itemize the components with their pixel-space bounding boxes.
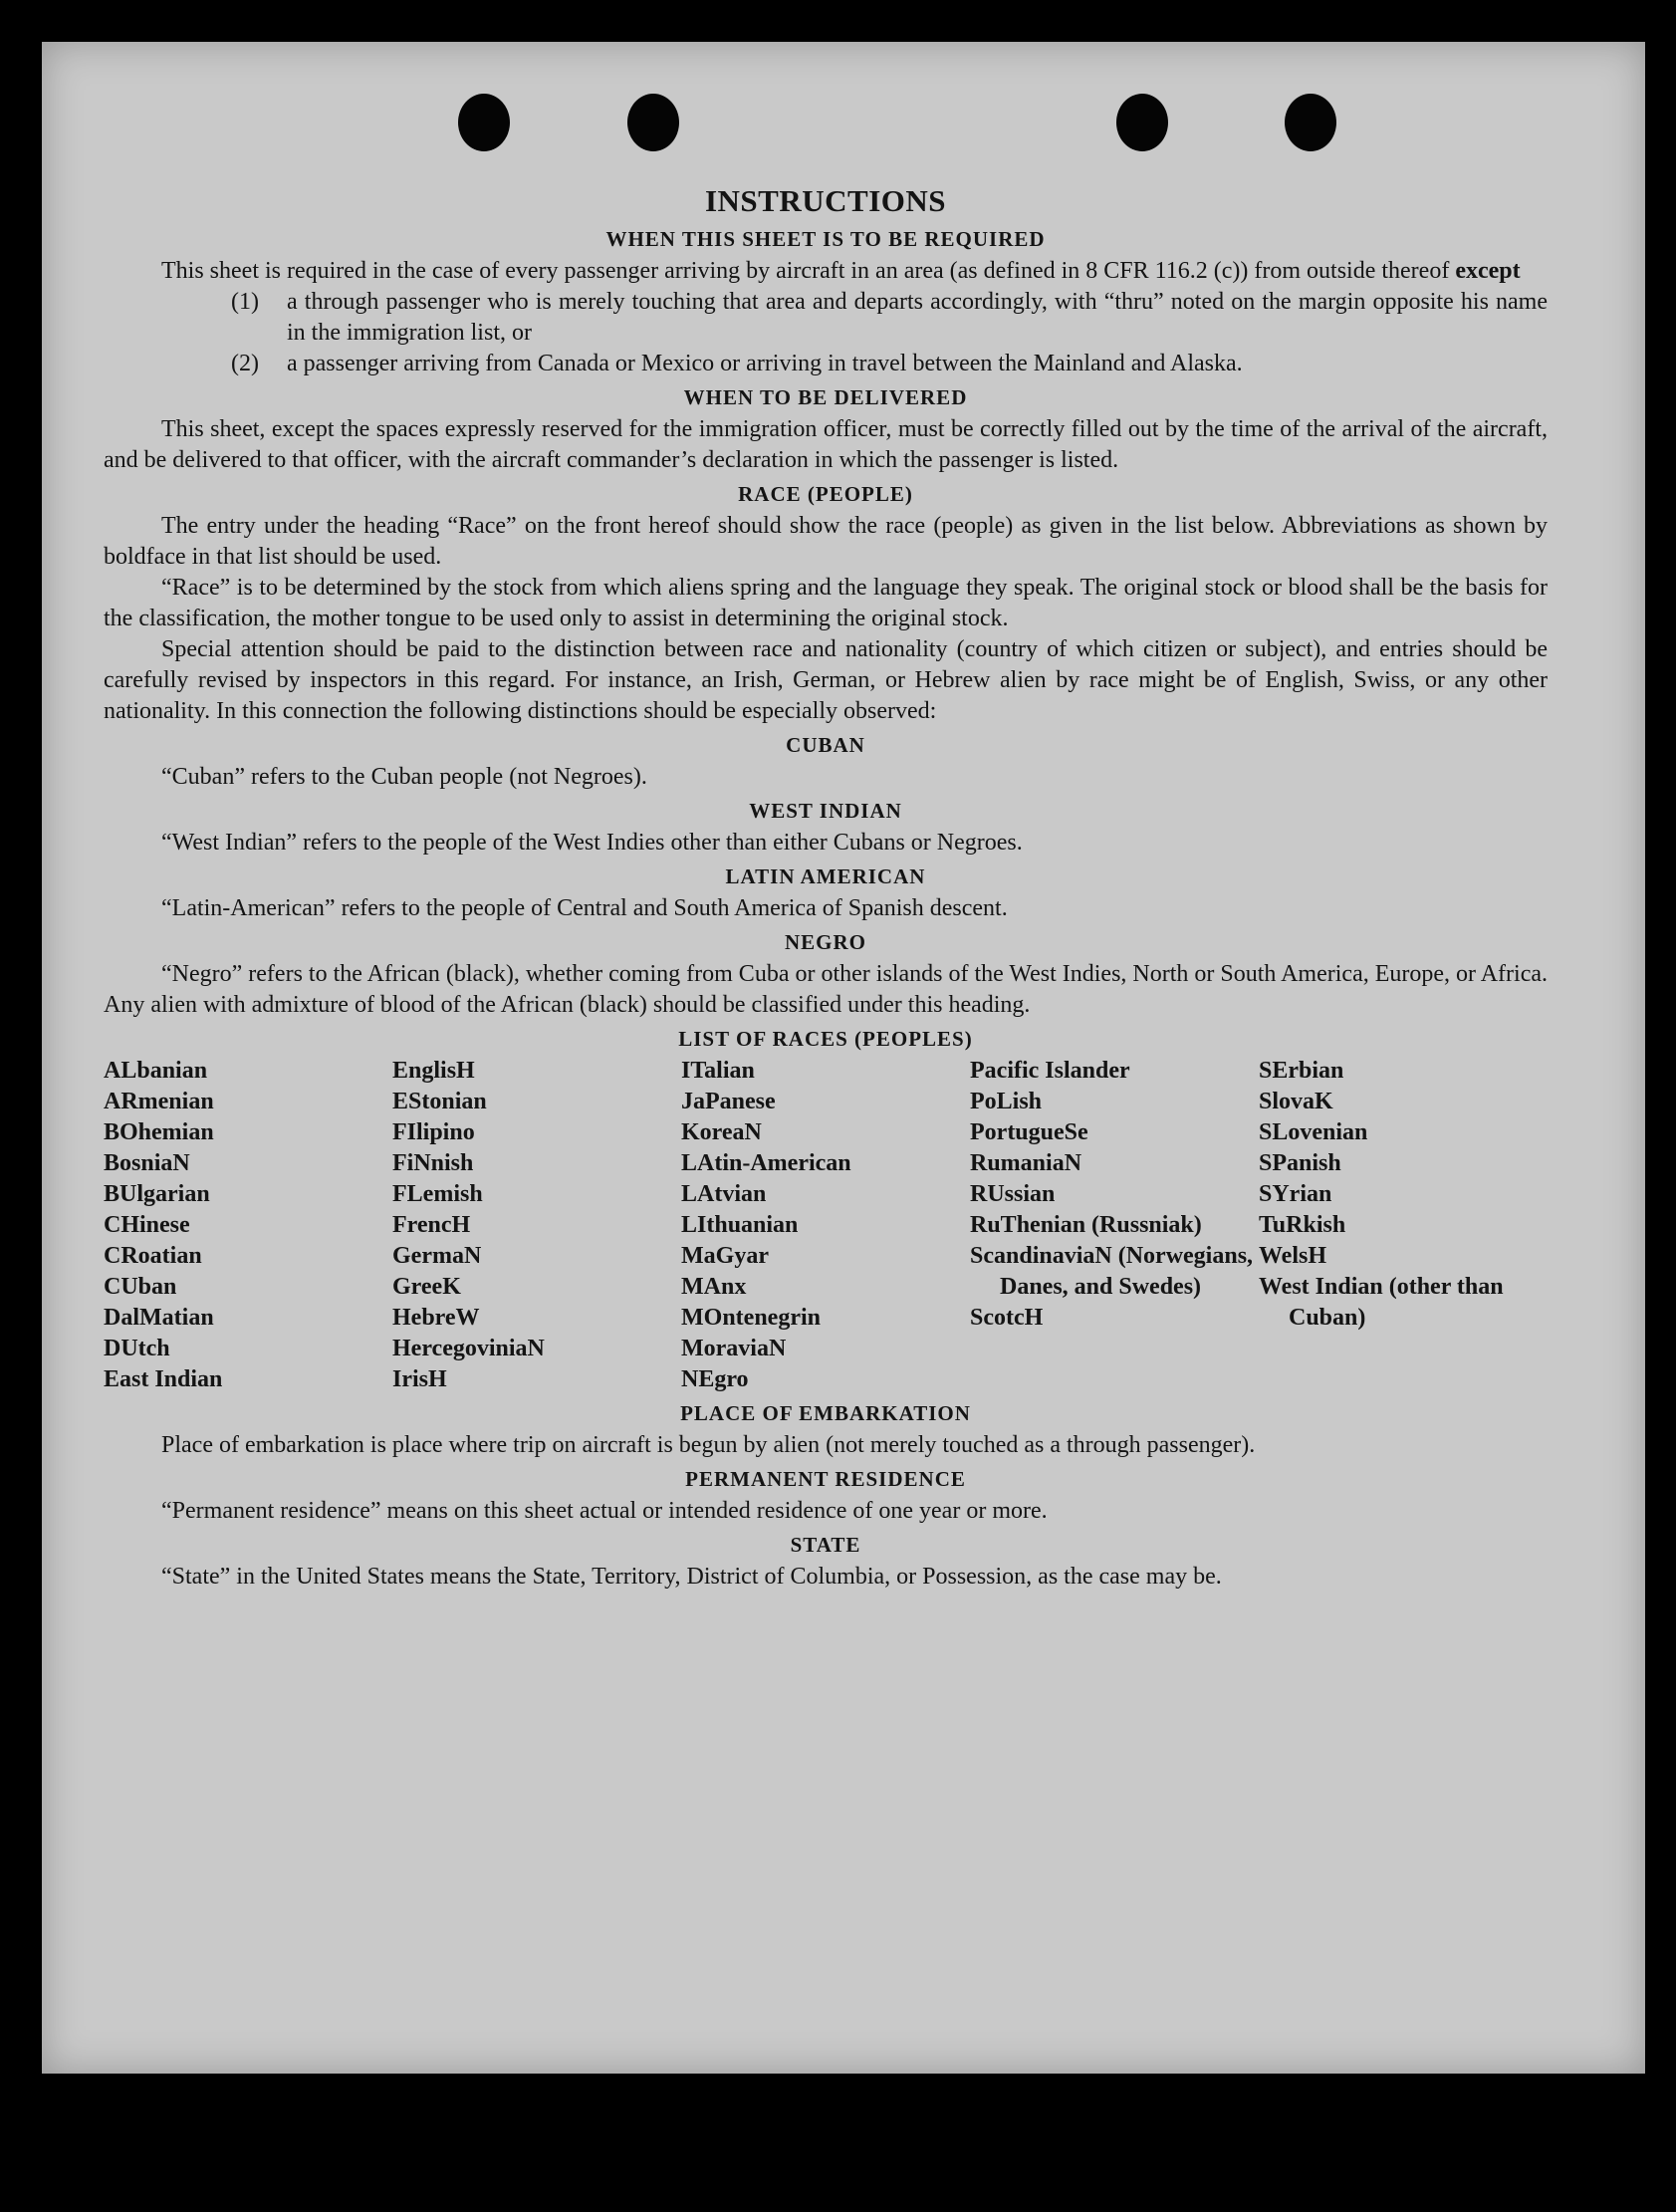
exception-text: a passenger arriving from Canada or Mexico or arriving in travel between the Mainland and Alaska.	[287, 351, 1243, 376]
race-entry: MAnx	[681, 1274, 747, 1300]
race-entry: LAtin-American	[681, 1150, 851, 1176]
race-entry: TuRkish	[1259, 1212, 1346, 1238]
race-entry: HebreW	[392, 1305, 480, 1331]
race-entry: Pacific Islander	[970, 1058, 1130, 1084]
race-entry: IrisH	[392, 1366, 447, 1392]
section-heading-when-required: WHEN THIS SHEET IS TO BE REQUIRED	[605, 227, 1046, 251]
section-heading-permanent-residence: PERMANENT RESIDENCE	[685, 1467, 966, 1491]
section-heading-state: STATE	[790, 1533, 861, 1557]
race-entry: MOntenegrin	[681, 1305, 821, 1331]
race-paragraph: “Race” is to be determined by the stock from which aliens spring and the language they speak. The original stock or blood shall be the basis for the classification, the mother tongue to be used only to assist in determining the original stock.	[104, 575, 1548, 631]
cuban-text: “Cuban” refers to the Cuban people (not Negroes).	[161, 764, 647, 790]
punch-hole	[458, 94, 510, 151]
race-entry: FLemish	[392, 1181, 483, 1207]
document-page	[42, 42, 1645, 2074]
race-entry: JaPanese	[681, 1089, 776, 1114]
race-entry: HercegoviniaN	[392, 1336, 545, 1361]
state-text: “State” in the United States means the State, Territory, District of Columbia, or Possession, as the case may be.	[161, 1564, 1222, 1590]
except-emphasis: except	[1455, 258, 1521, 284]
punch-hole	[1116, 94, 1168, 151]
section-heading-west-indian: WEST INDIAN	[749, 799, 902, 823]
race-entry: DalMatian	[104, 1305, 214, 1331]
race-entry: SlovaK	[1259, 1089, 1333, 1114]
section-heading-list-of-races: LIST OF RACES (PEOPLES)	[678, 1027, 973, 1051]
race-entry: SErbian	[1259, 1058, 1344, 1084]
section-heading-when-delivered: WHEN TO BE DELIVERED	[683, 385, 968, 409]
race-column	[104, 1056, 392, 1395]
negro-text: “Negro” refers to the African (black), whether coming from Cuba or other islands of the West Indies, North or South America, Europe, or Africa. Any alien with admixture of blood of the African (black) should be classified under this heading.	[104, 961, 1548, 1018]
race-entry: NEgro	[681, 1366, 749, 1392]
race-entry: CRoatian	[104, 1243, 202, 1269]
race-entry: SYrian	[1259, 1181, 1332, 1207]
instructions-content	[104, 183, 1548, 1593]
when-delivered-text: This sheet, except the spaces expressly reserved for the immigration officer, must be correctly filled out by the time of the arrival of the aircraft, and be delivered to that officer, with the aircraft commander’s declaration in which the passenger is listed.	[104, 416, 1548, 473]
page-title: INSTRUCTIONS	[704, 183, 946, 218]
race-entry: BUlgarian	[104, 1181, 210, 1207]
race-paragraph: Special attention should be paid to the distinction between race and nationality (country of which citizen or subject), and entries should be carefully revised by inspectors in this regard. For instance, an Irish, German, or Hebrew alien by race might be of English, Swiss, or any other nationality. In this connection the following distinctions should be especially observed:	[104, 636, 1548, 724]
race-entry: EStonian	[392, 1089, 487, 1114]
race-entry: KoreaN	[681, 1119, 762, 1145]
race-entry: ScandinaviaN (Norwegians, Danes, and Swedes)	[970, 1243, 1254, 1300]
race-entry: GermaN	[392, 1243, 482, 1269]
race-entry: LIthuanian	[681, 1212, 799, 1238]
embarkation-text: Place of embarkation is place where trip on aircraft is begun by alien (not merely touched as a through passenger).	[161, 1432, 1256, 1458]
race-entry: SPanish	[1259, 1150, 1341, 1176]
race-entry: LAtvian	[681, 1181, 767, 1207]
race-column	[681, 1056, 970, 1395]
race-entry: East Indian	[104, 1366, 223, 1392]
race-entry: FiNnish	[392, 1150, 474, 1176]
section-heading-embarkation: PLACE OF EMBARKATION	[680, 1401, 971, 1425]
race-entry: RuThenian (Russniak)	[970, 1212, 1202, 1238]
permanent-residence-text: “Permanent residence” means on this sheet actual or intended residence of one year or more.	[161, 1498, 1048, 1524]
latin-american-text: “Latin-American” refers to the people of Central and South America of Spanish descent.	[161, 895, 1008, 921]
race-entry: ALbanian	[104, 1058, 208, 1084]
race-entry: PoLish	[970, 1089, 1043, 1114]
race-paragraph: The entry under the heading “Race” on the front hereof should show the race (people) as given in the list below. Abbreviations as shown by boldface in that list should be used.	[104, 513, 1548, 570]
race-entry: MoraviaN	[681, 1336, 787, 1361]
race-entry: PortugueSe	[970, 1119, 1088, 1145]
section-heading-negro: NEGRO	[784, 930, 866, 954]
race-list	[104, 1056, 1548, 1395]
race-entry: RUssian	[970, 1181, 1056, 1207]
race-entry: FIlipino	[392, 1119, 475, 1145]
race-column	[1259, 1056, 1548, 1395]
section-heading-race: RACE (PEOPLE)	[738, 482, 913, 506]
exception-number: (1)	[231, 289, 259, 315]
race-entry: GreeK	[392, 1274, 461, 1300]
race-entry: ScotcH	[970, 1305, 1044, 1331]
race-entry: BosniaN	[104, 1150, 190, 1176]
race-entry: West Indian (other than Cuban)	[1259, 1274, 1504, 1331]
race-entry: FrencH	[392, 1212, 471, 1238]
punch-hole	[627, 94, 679, 151]
exception-number: (2)	[231, 351, 259, 376]
west-indian-text: “West Indian” refers to the people of the West Indies other than either Cubans or Negroes.	[161, 830, 1023, 856]
race-entry: CHinese	[104, 1212, 190, 1238]
race-entry: WelsH	[1259, 1243, 1327, 1269]
race-entry: ITalian	[681, 1058, 755, 1084]
race-entry: RumaniaN	[970, 1150, 1082, 1176]
race-entry: MaGyar	[681, 1243, 769, 1269]
race-entry: SLovenian	[1259, 1119, 1368, 1145]
section-heading-latin-american: LATIN AMERICAN	[725, 864, 926, 888]
race-entry: BOhemian	[104, 1119, 214, 1145]
punch-hole	[1285, 94, 1336, 151]
race-entry: ARmenian	[104, 1089, 214, 1114]
exception-text: a through passenger who is merely touching that area and departs accordingly, with “thru” noted on the margin opposite his name in the immigration list, or	[287, 289, 1548, 346]
exception-item	[104, 349, 1548, 379]
exception-item	[104, 287, 1548, 349]
race-column	[392, 1056, 681, 1395]
race-entry: EnglisH	[392, 1058, 475, 1084]
when-required-intro: This sheet is required in the case of every passenger arriving by aircraft in an area (as defined in 8 CFR 116.2 (c)) from outside thereof except	[161, 258, 1521, 284]
race-entry: CUban	[104, 1274, 177, 1300]
race-column	[970, 1056, 1259, 1395]
section-heading-cuban: CUBAN	[786, 733, 865, 757]
race-entry: DUtch	[104, 1336, 170, 1361]
